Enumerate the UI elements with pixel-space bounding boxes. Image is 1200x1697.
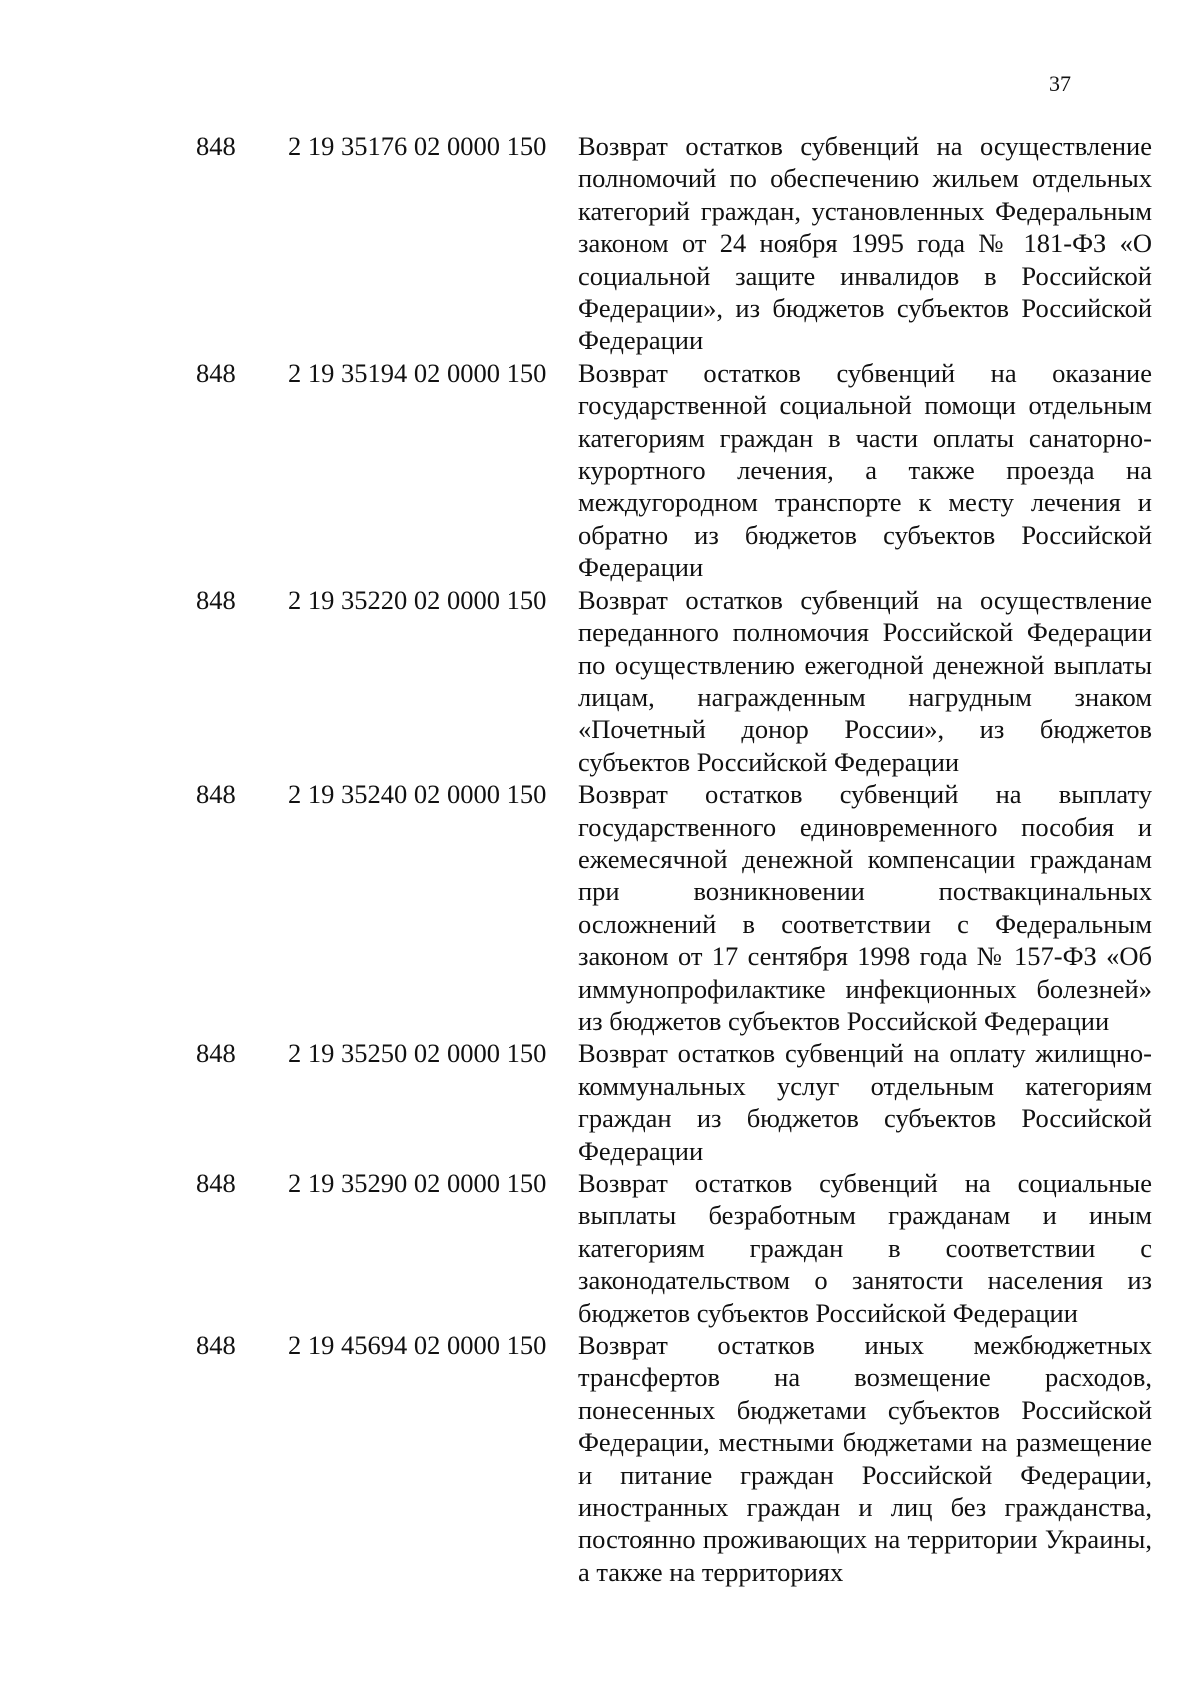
income-name-cell: Возврат остатков субвенций на оплату жилищно-коммунальных услуг отдельным категориям граждан из бюджетов субъектов Российской Федерации <box>578 1038 1152 1166</box>
budget-code-cell: 2 19 45694 02 0000 150 <box>288 1330 547 1361</box>
page-number: 37 <box>1049 71 1071 96</box>
admin-code-cell: 848 <box>196 1168 236 1198</box>
income-name-cell: Возврат остатков субвенций на оказание государственной социальной помощи отдельным категориям граждан в части оплаты санаторно-курортного лечения, а также проезда на междугородном транспорте к месту лечения и обратно из бюджетов субъектов Российской Федерации <box>578 357 1152 583</box>
admin-code-cell: 848 <box>196 131 236 161</box>
table-row <box>196 1167 1152 1329</box>
budget-code-cell: 2 19 35250 02 0000 150 <box>288 1038 547 1069</box>
income-name-cell: Возврат остатков субвенций на выплату государственного единовременного пособия и ежемесячной денежной компенсации гражданам при возникновении поствакцинальных осложнений в соответствии с Федеральным законом от 17 сентября 1998 года № 157-ФЗ «Об иммунопрофилактике инфекционных болезней» из бюджетов субъектов Российской Федерации <box>578 779 1152 1036</box>
budget-code-cell: 2 19 35220 02 0000 150 <box>288 584 547 615</box>
budget-codes-table <box>196 130 1152 1588</box>
table-row <box>196 584 1152 778</box>
table-row <box>196 778 1152 1037</box>
admin-code-cell: 848 <box>196 1330 236 1361</box>
income-name-cell: Возврат остатков субвенций на осуществление полномочий по обеспечению жильем отдельных категорий граждан, установленных Федеральным законом от 24 ноября 1995 года № 181-ФЗ «О социальной защите инвалидов в Российской Федерации», из бюджетов субъектов Российской Федерации <box>578 131 1152 356</box>
table-row <box>196 130 1152 357</box>
income-name-cell: Возврат остатков субвенций на социальные выплаты безработным гражданам и иным категориям граждан в соответствии с законодательством о занятости населения из бюджетов субъектов Российской Федерации <box>578 1168 1152 1328</box>
budget-code-cell: 2 19 35176 02 0000 150 <box>288 131 547 161</box>
table-row <box>196 357 1152 584</box>
admin-code-cell: 848 <box>196 779 236 810</box>
budget-code-cell: 2 19 35240 02 0000 150 <box>288 779 547 810</box>
admin-code-cell: 848 <box>196 584 236 615</box>
budget-code-cell: 2 19 35290 02 0000 150 <box>288 1168 547 1198</box>
table-row <box>196 1329 1152 1588</box>
budget-code-cell: 2 19 35194 02 0000 150 <box>288 357 547 388</box>
admin-code-cell: 848 <box>196 1038 236 1069</box>
income-name-cell: Возврат остатков иных межбюджетных трансфертов на возмещение расходов, понесенных бюджетами субъектов Российской Федерации, местными бюджетами на размещение и питание граждан Российской Федерации, иностранных граждан и лиц без гражданства, постоянно проживающих на территории Украины, а также на территориях <box>578 1330 1152 1587</box>
table-row <box>196 1037 1152 1167</box>
income-name-cell: Возврат остатков субвенций на осуществление переданного полномочия Российской Федерации по осуществлению ежегодной денежной выплаты лицам, награжденным нагрудным знаком «Почетный донор России», из бюджетов субъектов Российской Федерации <box>578 584 1152 777</box>
admin-code-cell: 848 <box>196 357 236 388</box>
